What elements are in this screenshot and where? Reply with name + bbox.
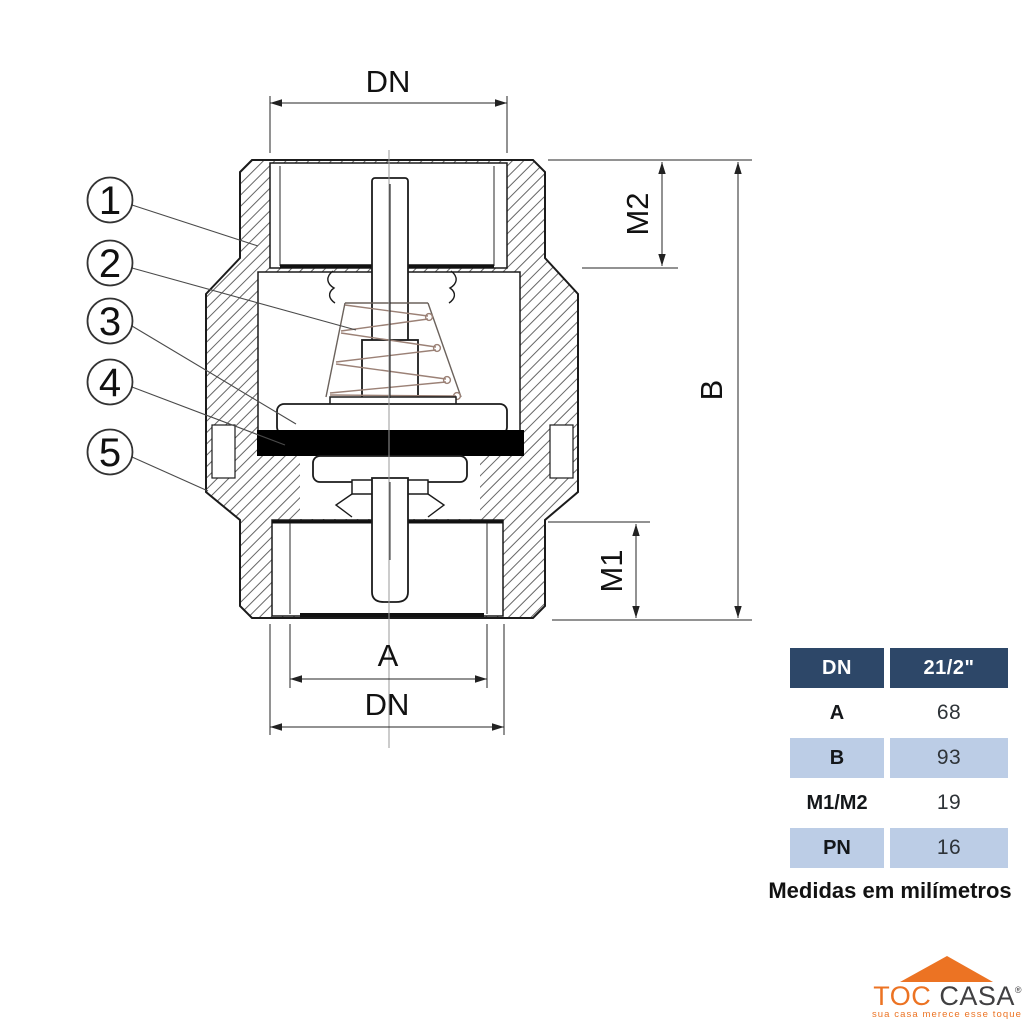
label-m1: M1 bbox=[594, 549, 629, 593]
spec-row-m1m2-label: M1/M2 bbox=[806, 791, 868, 814]
label-dn-bottom: DN bbox=[364, 687, 410, 722]
callout-5-number: 5 bbox=[98, 431, 122, 475]
callout-2-number: 2 bbox=[98, 242, 122, 286]
spec-row-pn-value: 16 bbox=[890, 828, 1008, 868]
registered-mark: ® bbox=[1014, 985, 1022, 995]
callout-4-number: 4 bbox=[98, 361, 122, 405]
seal-ring bbox=[257, 430, 524, 456]
spec-table-header-row bbox=[790, 648, 1010, 688]
table-row bbox=[790, 828, 1010, 868]
table-row bbox=[790, 783, 1010, 823]
label-m2: M2 bbox=[620, 192, 655, 236]
units-note: Medidas em milímetros bbox=[768, 878, 1012, 903]
spec-row-b-label: B bbox=[790, 738, 884, 778]
brand-logo bbox=[862, 952, 1022, 1020]
label-b: B bbox=[694, 379, 729, 401]
spec-row-a-label: A bbox=[829, 701, 845, 724]
table-row bbox=[790, 738, 1010, 778]
label-a: A bbox=[377, 638, 399, 673]
callout-1-number: 1 bbox=[98, 179, 122, 223]
brand-name-primary: TOC bbox=[873, 981, 932, 1011]
label-dn-top: DN bbox=[365, 64, 411, 99]
brand-tagline: sua casa merece esse toque bbox=[871, 1009, 1022, 1020]
spec-row-b-value: 93 bbox=[890, 738, 1008, 778]
spec-header-value: 21/2" bbox=[890, 648, 1008, 688]
nut-slot-right bbox=[550, 425, 573, 478]
spec-row-m1m2-value: 19 bbox=[936, 791, 962, 814]
logo-roof-icon bbox=[862, 952, 1022, 984]
brand-name-secondary: CASA bbox=[939, 981, 1015, 1011]
spec-row-a-value: 68 bbox=[936, 701, 962, 724]
disc-upper-plate bbox=[277, 404, 507, 434]
spec-table bbox=[790, 648, 1010, 873]
spec-row-pn-label: PN bbox=[790, 828, 884, 868]
brand-wordmark bbox=[862, 981, 1022, 1012]
table-row bbox=[790, 693, 1010, 733]
spec-header-label: DN bbox=[790, 648, 884, 688]
callout-3-number: 3 bbox=[98, 300, 122, 344]
nut-slot-left bbox=[212, 425, 235, 478]
